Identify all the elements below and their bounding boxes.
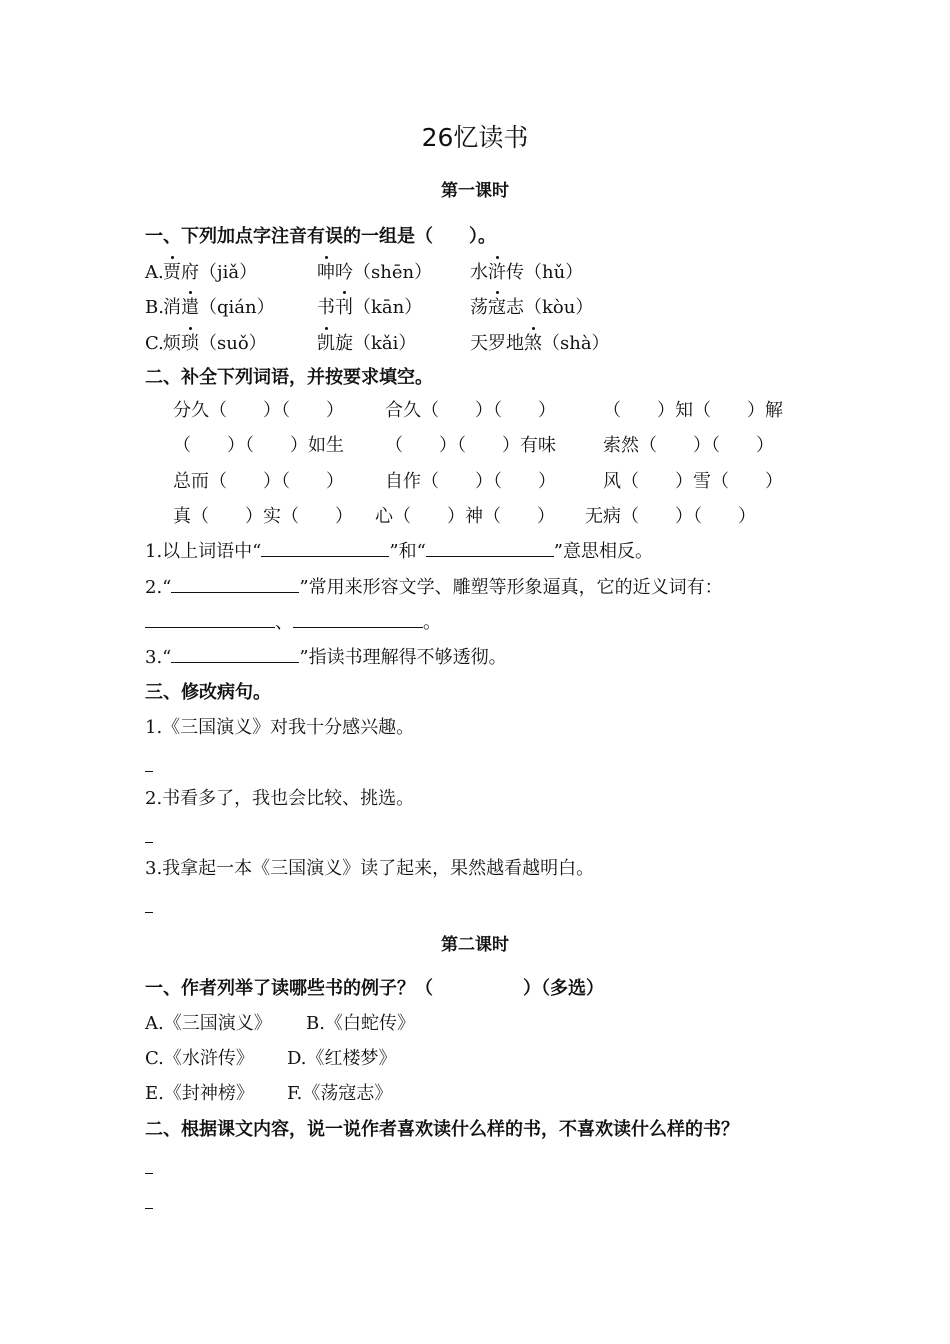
option-b-word-1: 消遣（qián） bbox=[163, 297, 275, 318]
idiom-blank[interactable]: 总而（ ）（ ） bbox=[173, 471, 344, 492]
fill-sentence-2: 2.“ ”常用来形容文学、雕塑等形象逼真，它的近义词有： bbox=[145, 577, 723, 598]
answer-line[interactable] bbox=[145, 771, 153, 772]
page-title: 26忆读书 bbox=[421, 123, 529, 152]
book-option-b[interactable]: B.《白蛇传》 bbox=[306, 1013, 415, 1034]
option-b-word-3: 荡寇志（kòu） bbox=[470, 297, 594, 318]
idiom-blank[interactable]: 索然（ ）（ ） bbox=[603, 435, 774, 456]
emphasis-dot-char: 琐 bbox=[181, 333, 199, 354]
lesson-1-heading: 第一课时 bbox=[441, 181, 509, 201]
option-c-word-1: 烦琐（suǒ） bbox=[163, 333, 267, 354]
option-c-word-3: 天罗地煞（shà） bbox=[470, 333, 610, 354]
book-option-c[interactable]: C.《水浒传》 bbox=[145, 1048, 254, 1069]
fill-sentence-2-cont: 、 。 bbox=[145, 611, 441, 635]
idiom-blank[interactable]: 分久（ ）（ ） bbox=[173, 400, 344, 421]
lesson-2-heading: 第二课时 bbox=[441, 935, 509, 955]
emphasis-dot-char: 煞 bbox=[524, 333, 542, 354]
idiom-blank[interactable]: 自作（ ）（ ） bbox=[385, 471, 556, 492]
sick-sentence-1: 1.《三国演义》对我十分感兴趣。 bbox=[145, 717, 415, 738]
answer-line[interactable] bbox=[145, 842, 153, 843]
option-b-label: B. bbox=[145, 297, 164, 318]
idiom-blank[interactable]: （ ）知（ ）解 bbox=[603, 400, 783, 421]
sick-sentence-2: 2.书看多了，我也会比较、挑选。 bbox=[145, 788, 415, 809]
book-option-a[interactable]: A.《三国演义》 bbox=[145, 1013, 272, 1034]
emphasis-dot-char: 浒 bbox=[488, 262, 506, 283]
idiom-blank[interactable]: 无病（ ）（ ） bbox=[585, 506, 756, 527]
idiom-blank[interactable]: （ ）（ ）有味 bbox=[385, 435, 556, 456]
option-a-word-1: 贾府（jiǎ） bbox=[163, 262, 258, 283]
idiom-blank[interactable]: （ ）（ ）如生 bbox=[173, 435, 344, 456]
book-option-d[interactable]: D.《红楼梦》 bbox=[287, 1048, 397, 1069]
idiom-blank[interactable]: 真（ ）实（ ） bbox=[173, 506, 353, 527]
lesson2-question-2-prompt: 二、根据课文内容，说一说作者喜欢读什么样的书，不喜欢读什么样的书？ bbox=[145, 1119, 739, 1140]
answer-blank[interactable] bbox=[426, 540, 554, 557]
emphasis-dot-char: 遣 bbox=[181, 297, 199, 318]
idiom-blank[interactable]: 风（ ）雪（ ） bbox=[603, 471, 783, 492]
book-option-e[interactable]: E.《封神榜》 bbox=[145, 1083, 254, 1104]
question-1-prompt: 一、下列加点字注音有误的一组是（ ）。 bbox=[145, 226, 496, 247]
answer-blank[interactable] bbox=[171, 576, 299, 593]
answer-line[interactable] bbox=[145, 912, 153, 913]
answer-line[interactable] bbox=[145, 1208, 153, 1209]
option-a-word-2: 呻吟（shēn） bbox=[317, 262, 433, 283]
option-a-word-3: 水浒传（hǔ） bbox=[470, 262, 584, 283]
answer-blank[interactable] bbox=[171, 646, 299, 663]
fill-sentence-3: 3.“ ”指读书理解得不够透彻。 bbox=[145, 647, 507, 668]
emphasis-dot-char: 呻 bbox=[317, 262, 335, 283]
option-a-label: A. bbox=[145, 262, 164, 283]
question-2-prompt: 二、补全下列词语，并按要求填空。 bbox=[145, 367, 433, 388]
emphasis-dot-char: 寇 bbox=[488, 297, 506, 318]
question-3-prompt: 三、修改病句。 bbox=[145, 682, 271, 703]
option-b-word-2: 书刊（kān） bbox=[317, 297, 423, 318]
sick-sentence-3: 3.我拿起一本《三国演义》读了起来，果然越看越明白。 bbox=[145, 858, 595, 879]
answer-blank[interactable] bbox=[293, 611, 423, 628]
fill-sentence-1: 1.以上词语中“ ”和“ ”意思相反。 bbox=[145, 541, 653, 562]
emphasis-dot-char: 刊 bbox=[335, 297, 353, 318]
idiom-blank[interactable]: 合久（ ）（ ） bbox=[385, 400, 556, 421]
option-c-label: C. bbox=[145, 333, 164, 354]
answer-blank[interactable] bbox=[145, 611, 275, 628]
answer-line[interactable] bbox=[145, 1173, 153, 1174]
book-option-f[interactable]: F.《荡寇志》 bbox=[287, 1083, 393, 1104]
emphasis-dot-char: 凯 bbox=[317, 333, 335, 354]
option-c-word-2: 凯旋（kǎi） bbox=[317, 333, 417, 354]
answer-blank[interactable] bbox=[261, 540, 389, 557]
lesson2-question-1-prompt: 一、作者列举了读哪些书的例子？（ ）（多选） bbox=[145, 978, 604, 999]
emphasis-dot-char: 贾 bbox=[163, 262, 181, 283]
idiom-blank[interactable]: 心（ ）神（ ） bbox=[375, 506, 555, 527]
